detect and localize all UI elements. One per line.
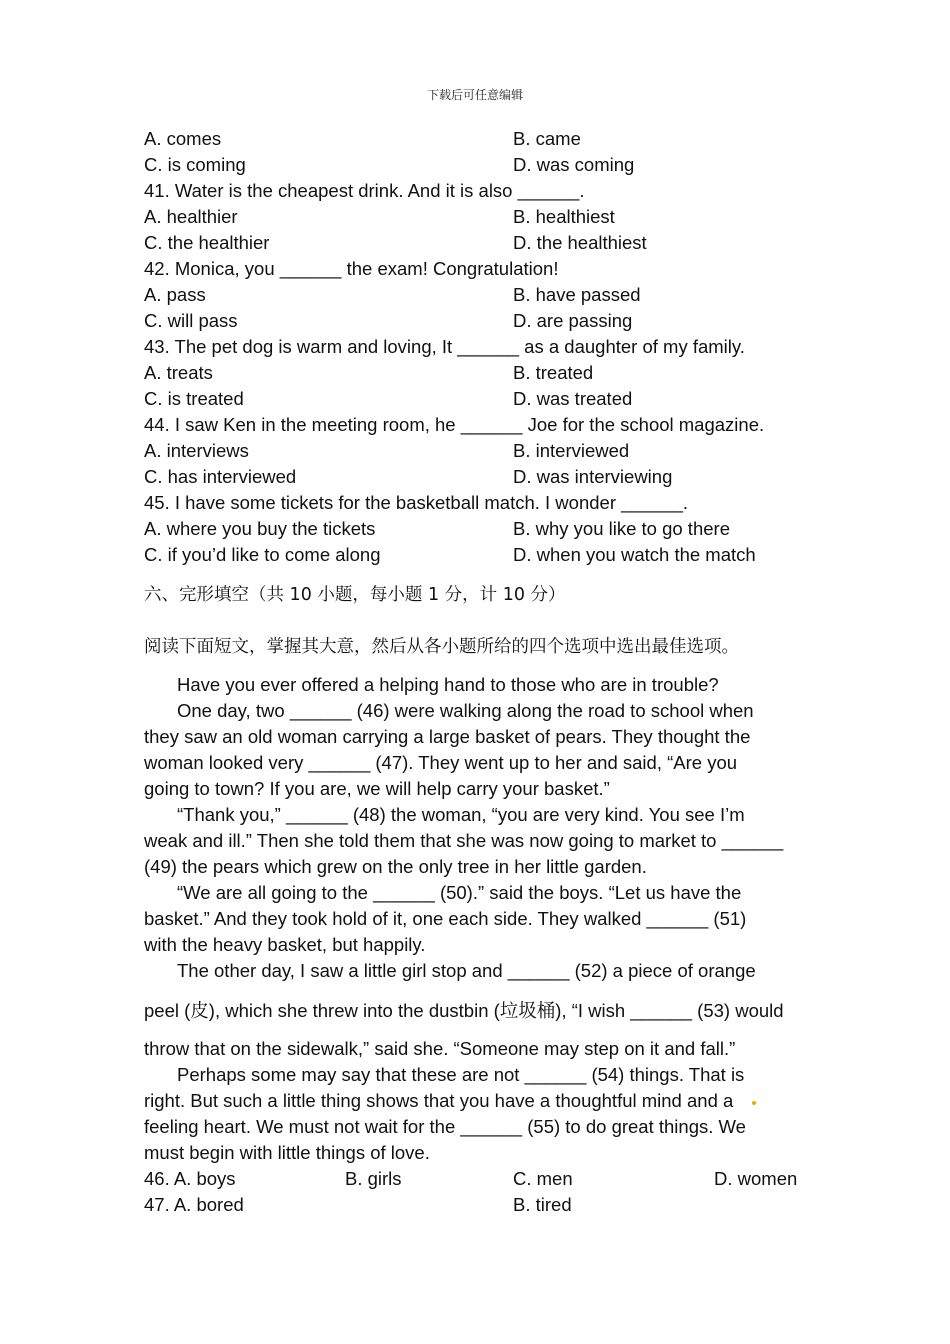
passage-line: throw that on the sidewalk,” said she. “Someone may step on it and fall.” bbox=[144, 1038, 736, 1059]
option-c: C. is coming bbox=[144, 154, 246, 175]
passage-line: Perhaps some may say that these are not ______ (54) things. That is bbox=[177, 1064, 745, 1085]
option-a: A. treats bbox=[144, 362, 213, 383]
option-c: C. is treated bbox=[144, 388, 244, 409]
option-d: D. was treated bbox=[513, 388, 633, 409]
option-a: A. healthier bbox=[144, 206, 238, 227]
passage-line: The other day, I saw a little girl stop and ______ (52) a piece of orange bbox=[177, 960, 756, 981]
option-a: 46. A. boys bbox=[144, 1168, 236, 1189]
option-c: C. will pass bbox=[144, 310, 238, 331]
passage-line: weak and ill.” Then she told them that she was now going to market to ______ bbox=[144, 830, 784, 851]
passage-line: “Thank you,” ______ (48) the woman, “you are very kind. You see I’m bbox=[177, 804, 745, 825]
passage-line: (49) the pears which grew on the only tree in her little garden. bbox=[144, 856, 647, 877]
question-stem: 44. I saw Ken in the meeting room, he ______ Joe for the school magazine. bbox=[144, 414, 765, 435]
stray-mark bbox=[752, 1101, 756, 1105]
passage-line: “We are all going to the ______ (50).” said the boys. “Let us have the bbox=[177, 882, 742, 903]
option-a: A. pass bbox=[144, 284, 206, 305]
option-b: B. why you like to go there bbox=[513, 518, 730, 539]
option-d: D. are passing bbox=[513, 310, 633, 331]
option-a: 47. A. bored bbox=[144, 1194, 244, 1215]
option-d: D. women bbox=[714, 1168, 798, 1189]
option-c: C. the healthier bbox=[144, 232, 270, 253]
option-b: B. tired bbox=[513, 1194, 572, 1215]
option-a: A. comes bbox=[144, 128, 222, 149]
question-stem: 45. I have some tickets for the basketball match. I wonder ______. bbox=[144, 492, 688, 513]
passage-line: One day, two ______ (46) were walking along the road to school when bbox=[177, 700, 754, 721]
option-b: B. healthiest bbox=[513, 206, 615, 227]
passage-line: right. But such a little thing shows that you have a thoughtful mind and a bbox=[144, 1090, 734, 1111]
option-d: D. was coming bbox=[513, 154, 635, 175]
option-d: D. was interviewing bbox=[513, 466, 673, 487]
question-stem: 42. Monica, you ______ the exam! Congratulation! bbox=[144, 258, 559, 279]
option-c: C. men bbox=[513, 1168, 573, 1189]
section-title: 六、完形填空（共 10 小题，每小题 1 分，计 10 分） bbox=[144, 585, 566, 605]
option-b: B. girls bbox=[345, 1168, 402, 1189]
option-c: C. if you’d like to come along bbox=[144, 544, 381, 565]
passage-line: going to town? If you are, we will help carry your basket.” bbox=[144, 778, 610, 799]
page-header: 下载后可任意编辑 bbox=[426, 88, 523, 102]
option-c: C. has interviewed bbox=[144, 466, 297, 487]
passage-line: woman looked very ______ (47). They went up to her and said, “Are you bbox=[144, 752, 738, 773]
option-a: A. where you buy the tickets bbox=[144, 518, 376, 539]
passage-line: must begin with little things of love. bbox=[144, 1142, 430, 1163]
passage-line: they saw an old woman carrying a large basket of pears. They thought the bbox=[144, 726, 751, 747]
passage-line: with the heavy basket, but happily. bbox=[144, 934, 426, 955]
question-stem: 43. The pet dog is warm and loving, It ______ as a daughter of my family. bbox=[144, 336, 745, 357]
option-b: B. have passed bbox=[513, 284, 641, 305]
option-d: D. when you watch the match bbox=[513, 544, 756, 565]
option-b: B. treated bbox=[513, 362, 594, 383]
option-d: D. the healthiest bbox=[513, 232, 647, 253]
passage-line: peel (皮), which she threw into the dustbin (垃圾桶), “I wish ______ (53) would bbox=[144, 1000, 784, 1021]
passage-line: Have you ever offered a helping hand to those who are in trouble? bbox=[177, 674, 719, 695]
section-instruction: 阅读下面短文，掌握其大意，然后从各小题所给的四个选项中选出最佳选项。 bbox=[144, 637, 739, 657]
option-b: B. came bbox=[513, 128, 581, 149]
passage-line: feeling heart. We must not wait for the ______ (55) to do great things. We bbox=[144, 1116, 746, 1137]
passage-line: basket.” And they took hold of it, one each side. They walked ______ (51) bbox=[144, 908, 747, 929]
option-a: A. interviews bbox=[144, 440, 249, 461]
option-b: B. interviewed bbox=[513, 440, 630, 461]
question-stem: 41. Water is the cheapest drink. And it is also ______. bbox=[144, 180, 585, 201]
